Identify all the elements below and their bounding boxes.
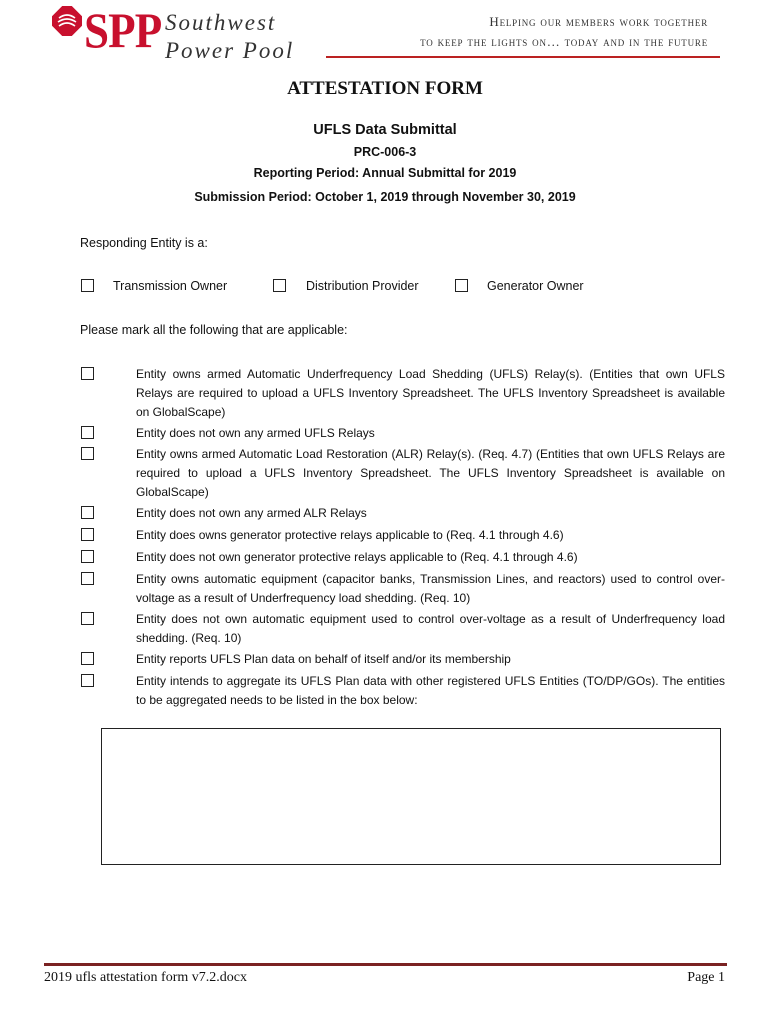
option-label-distribution-provider: Distribution Provider [306, 279, 419, 293]
reporting-period: Reporting Period: Annual Submittal for 2019 [253, 166, 517, 180]
checkbox-item-10[interactable] [81, 674, 94, 687]
checkbox-item-1[interactable] [81, 367, 94, 380]
logo-name-line2: Power Pool [165, 38, 295, 63]
form-title: ATTESTATION FORM [287, 78, 483, 99]
item-label-1: Entity owns armed Automatic Underfrequency Load Shedding (UFLS) Relay(s). (Entities that own UFLS Relays are required to upload a UFLS Inventory Spreadsheet. The UFLS Inventory Spreadsheet is available on GlobalScape) [136, 367, 725, 419]
item-label-7: Entity owns automatic equipment (capacitor banks, Transmission Lines, and reactors) used to control over-voltage as a result of Underfrequency load shedding. (Req. 10) [136, 572, 725, 605]
applicable-prompt: Please mark all the following that are applicable: [80, 323, 348, 337]
logo-name-line1: Southwest [165, 10, 277, 35]
checkbox-transmission-owner[interactable] [81, 279, 94, 292]
item-label-8: Entity does not own automatic equipment used to control over-voltage as a result of Underfrequency load shedding. (Req. 10) [136, 612, 725, 645]
tagline-line2: to keep the lights on… today and in the future [420, 34, 708, 49]
option-label-generator-owner: Generator Owner [487, 279, 584, 293]
checkbox-item-7[interactable] [81, 572, 94, 585]
checkbox-item-4[interactable] [81, 506, 94, 519]
item-label-10: Entity intends to aggregate its UFLS Plan data with other registered UFLS Entities (TO/DP/GOs). The entities to be aggregated needs to be listed in the box below: [136, 674, 725, 707]
header-divider [326, 56, 720, 58]
item-label-6: Entity does not own generator protective relays applicable to (Req. 4.1 through 4.6) [136, 550, 578, 564]
checkbox-item-8[interactable] [81, 612, 94, 625]
checkbox-item-9[interactable] [81, 652, 94, 665]
item-label-5: Entity does owns generator protective relays applicable to (Req. 4.1 through 4.6) [136, 528, 564, 542]
checkbox-item-2[interactable] [81, 426, 94, 439]
item-label-3: Entity owns armed Automatic Load Restoration (ALR) Relay(s). (Req. 4.7) (Entities that own UFLS Relays are required to upload a UFLS Inventory Spreadsheet. The UFLS Inventory Spreadsheet is available on GlobalScape) [136, 447, 725, 499]
option-label-transmission-owner: Transmission Owner [113, 279, 228, 293]
checkbox-item-3[interactable] [81, 447, 94, 460]
checkbox-distribution-provider[interactable] [273, 279, 286, 292]
form-subtitle: UFLS Data Submittal [313, 122, 457, 138]
item-label-4: Entity does not own any armed ALR Relays [136, 506, 367, 520]
tagline-line1: Helping our members work together [489, 14, 708, 29]
checkbox-item-5[interactable] [81, 528, 94, 541]
item-label-9: Entity reports UFLS Plan data on behalf of itself and/or its membership [136, 652, 511, 666]
standard-id: PRC-006-3 [353, 145, 417, 159]
footer-filename: 2019 ufls attestation form v7.2.docx [44, 970, 247, 985]
submission-period: Submission Period: October 1, 2019 through November 30, 2019 [194, 190, 576, 204]
logo-abbrev: SPP [84, 2, 162, 58]
checkbox-item-6[interactable] [81, 550, 94, 563]
entity-type-prompt: Responding Entity is a: [80, 236, 208, 250]
spp-logo-icon [52, 6, 82, 36]
checkbox-generator-owner[interactable] [455, 279, 468, 292]
aggregated-entities-textbox[interactable] [101, 728, 721, 865]
item-label-2: Entity does not own any armed UFLS Relays [136, 426, 375, 440]
footer-page-number: Page 1 [687, 970, 725, 985]
footer-divider [44, 963, 727, 966]
